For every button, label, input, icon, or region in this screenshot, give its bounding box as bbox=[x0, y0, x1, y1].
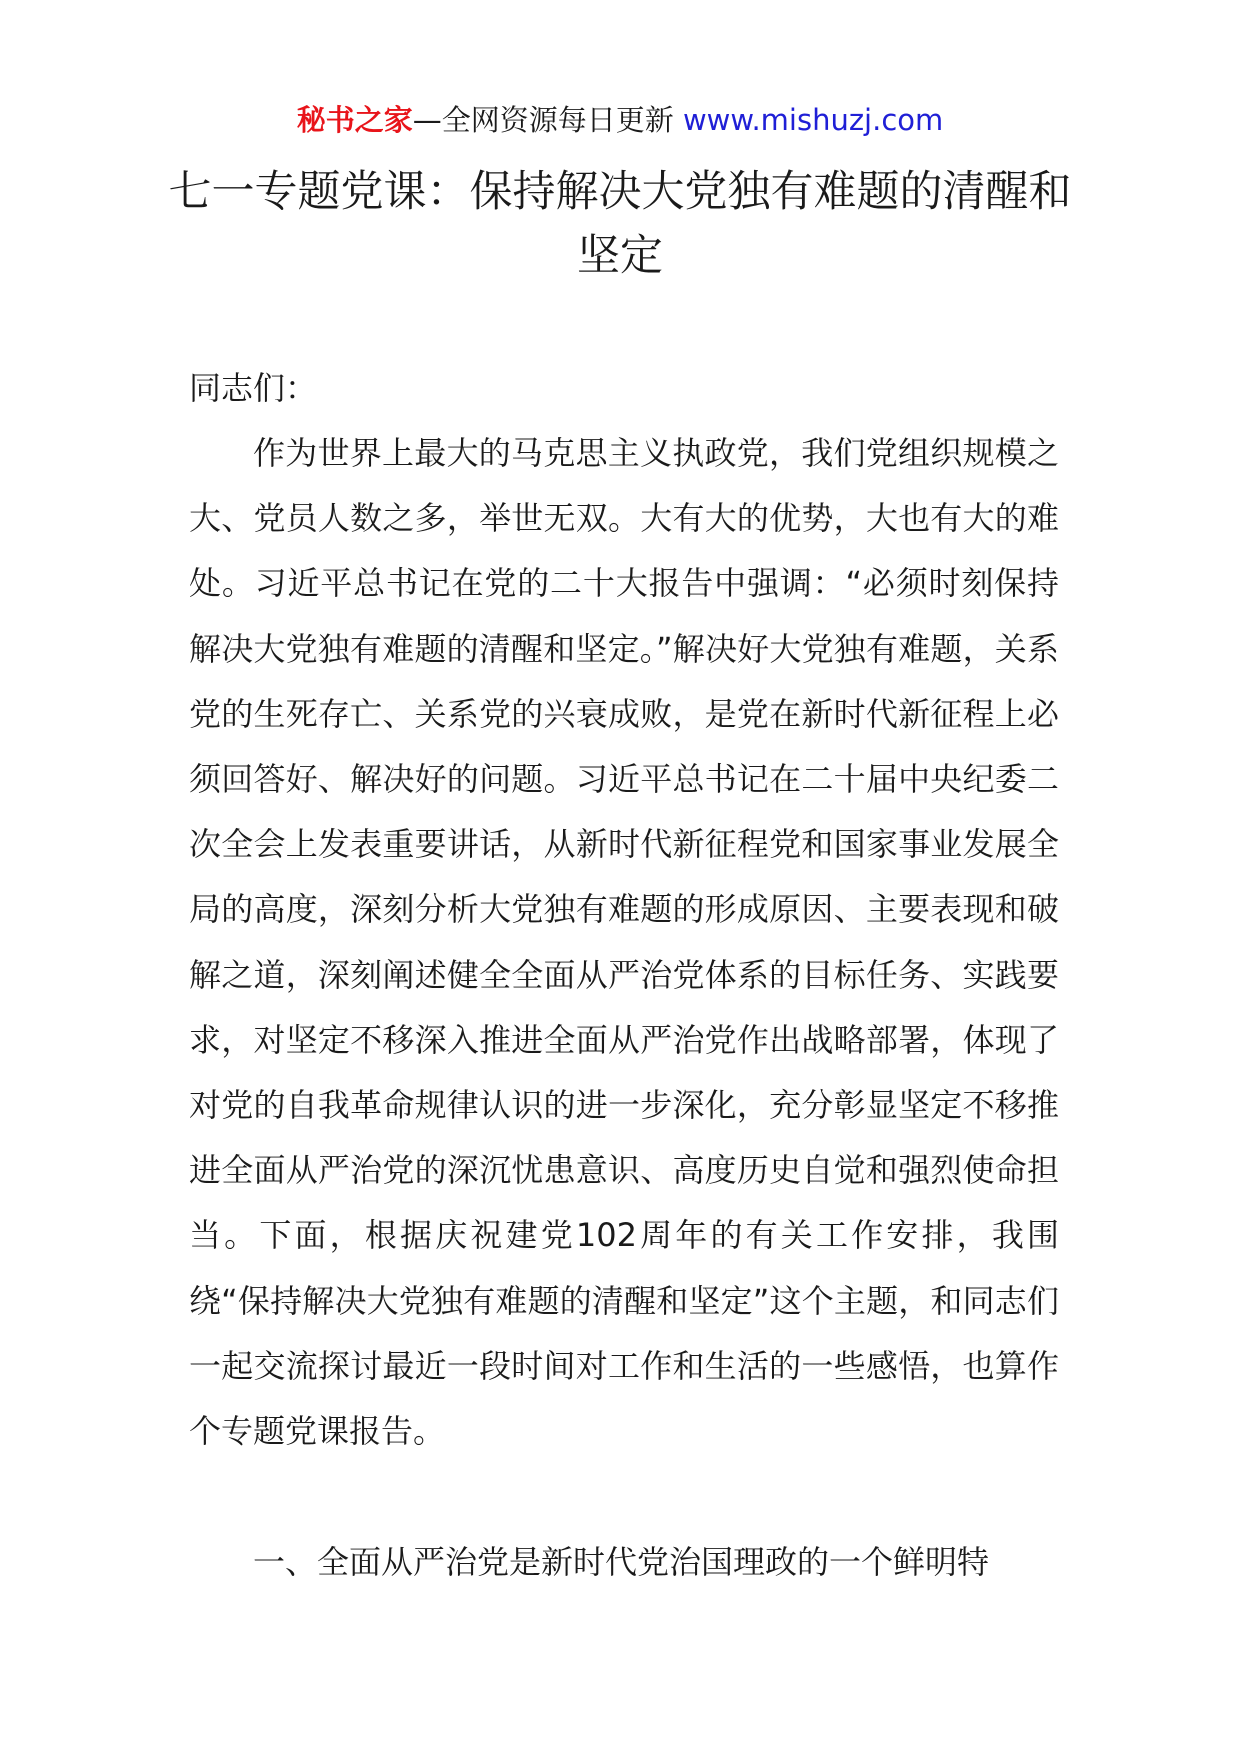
document-title: 七一专题党课：保持解决大党独有难题的清醒和坚定 bbox=[168, 167, 1072, 281]
site-url-link[interactable]: www.mishuzj.com bbox=[682, 103, 944, 137]
greeting: 同志们： bbox=[189, 369, 318, 407]
brand-name: 秘书之家 bbox=[296, 103, 413, 137]
body-paragraph: 作为世界上最大的马克思主义执政党，我们党组织规模之大、党员人数之多，举世无双。大有大的优势，大也有大的难处。习近平总书记在党的二十大报告中强调：“必须时刻保持解决大党独有难题的清醒和坚定。”解决好大党独有难题，关系党的生死存亡、关系党的兴衰成败，是党在新时代新征程上必须回答好、解决好的问题。习近平总书记在二十届中央纪委二次全会上发表重要讲话，从新时代新征程党和国家事业发展全局的高度，深刻分析大党独有难题的形成原因、主要表现和破解之道，深刻阐述健全全面从严治党体系的目标任务、实践要求，对坚定不移深入推进全面从严治党作出战略部署，体现了对党的自我革命规律认识的进一步深化，充分彰显坚定不移推进全面从严治党的深沉忧患意识、高度历史自觉和强烈使命担当。下面，根据庆祝建党102周年的有关工作安排，我围绕“保持解决大党独有难题的清醒和坚定”这个主题，和同志们一起交流探讨最近一段时间对工作和生活的一些感悟，也算作个专题党课报告。 bbox=[189, 434, 1059, 1451]
header-tagline: —全网资源每日更新 bbox=[412, 103, 674, 137]
header-banner bbox=[0, 98, 1240, 142]
section-heading: 一、全面从严治党是新时代党治国理政的一个鲜明特 bbox=[253, 1543, 990, 1581]
